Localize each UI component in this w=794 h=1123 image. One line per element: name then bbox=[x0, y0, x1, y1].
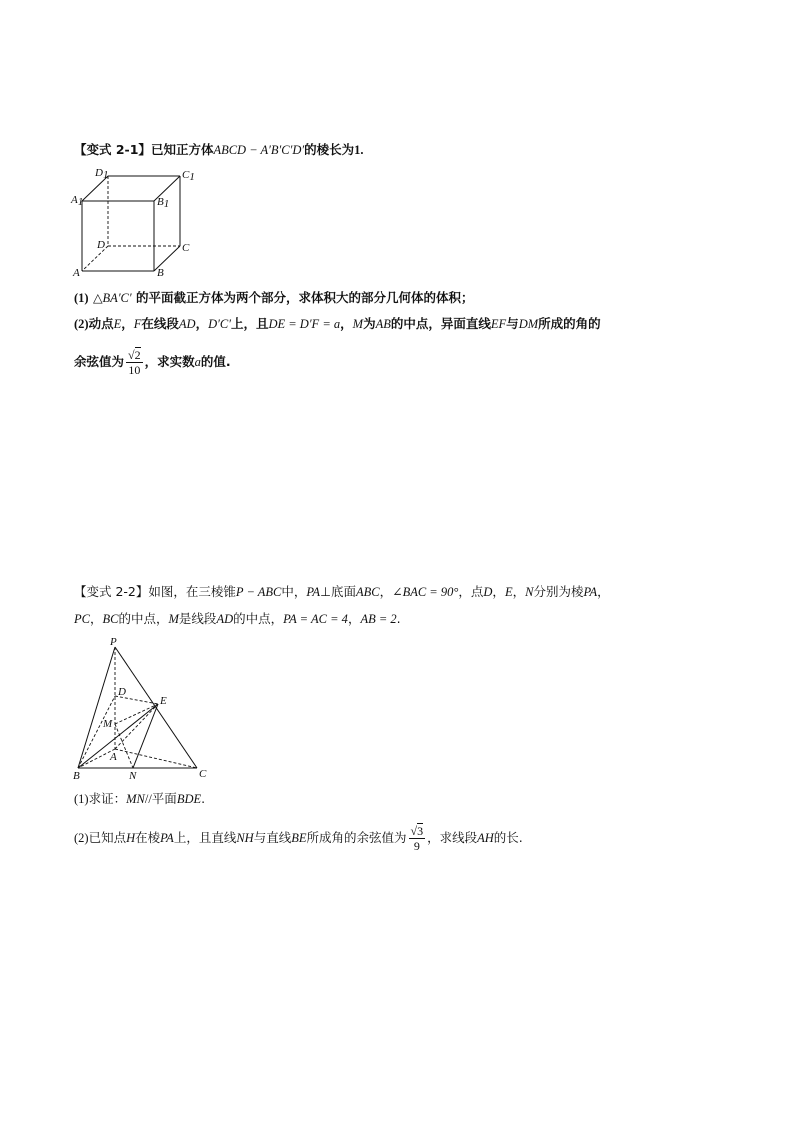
math-pa: PA bbox=[160, 831, 174, 845]
pyramid-label-c: C bbox=[199, 768, 207, 780]
ex2-q2-text-e: 所成角的余弦值为 bbox=[306, 830, 407, 845]
ex2-text-3: ⊥底面 bbox=[320, 584, 356, 599]
math-ab: AB bbox=[375, 317, 391, 331]
pyramid-label-e: E bbox=[160, 695, 167, 707]
comma: ， bbox=[89, 611, 103, 626]
hidden-ae bbox=[115, 704, 158, 749]
period: . bbox=[201, 791, 206, 806]
fraction-denominator: 10 bbox=[128, 363, 141, 377]
math-pa: PA bbox=[583, 585, 598, 599]
pyramid-label-b: B bbox=[73, 770, 80, 782]
comma: ， bbox=[121, 316, 134, 331]
ex2-line1 bbox=[74, 584, 610, 600]
ex2-text-8: 是线段 bbox=[178, 611, 217, 626]
math-equation: DE = D′F = a bbox=[268, 317, 341, 331]
ex2-q2-text-f: ，求线段 bbox=[427, 830, 478, 845]
pyramid-label-m: M bbox=[103, 718, 113, 730]
cube-label-d1: D1 bbox=[95, 167, 109, 181]
cube-label-a1: A1 bbox=[71, 194, 84, 208]
math-ah: AH bbox=[477, 831, 494, 845]
math-angle: ∠BAC = 90° bbox=[392, 585, 459, 599]
pyramid-label-p: P bbox=[110, 636, 117, 648]
math-n: N bbox=[525, 585, 534, 599]
ex2-q2-text-d: 与直线 bbox=[253, 830, 292, 845]
math-eq2: AB = 2 bbox=[360, 612, 397, 626]
ex1-title-line bbox=[74, 142, 364, 158]
cube-label-b1: B1 bbox=[157, 196, 170, 210]
fraction-numerator: 2 bbox=[134, 348, 141, 362]
cube-label-c: C bbox=[182, 242, 190, 254]
parallel-symbol: // bbox=[144, 792, 152, 806]
math-nh: NH bbox=[236, 831, 254, 845]
math-pc: PC bbox=[74, 612, 90, 626]
ex1-q2-text-a: 动点 bbox=[88, 316, 114, 331]
ex2-q2-text-b: 在棱 bbox=[135, 830, 161, 845]
ex1-q2-text-f: 与 bbox=[506, 316, 519, 331]
ex1-q1-line bbox=[74, 290, 474, 306]
ex1-q1-triangle: △BA′C′ bbox=[92, 291, 132, 305]
math-pa: PA bbox=[306, 585, 321, 599]
period: . bbox=[396, 611, 401, 626]
comma: ， bbox=[347, 611, 361, 626]
comma: ， bbox=[597, 584, 610, 599]
comma: ， bbox=[379, 584, 393, 599]
comma: ， bbox=[195, 316, 209, 331]
ex1-q2-text-c: 上，且 bbox=[230, 316, 269, 331]
pyramid-edge-pc bbox=[115, 647, 197, 768]
ex2-q2-text-a: 已知点 bbox=[88, 830, 127, 845]
cube-label-d: D bbox=[97, 239, 105, 251]
ex2-text-1: 如图，在三棱锥 bbox=[148, 584, 236, 599]
pyramid-label-d: D bbox=[118, 686, 126, 698]
math-m: M bbox=[352, 317, 364, 331]
math-h: H bbox=[126, 831, 136, 845]
comma: ， bbox=[340, 316, 353, 331]
ex1-q2-text-e: 的中点，异面直线 bbox=[390, 316, 491, 331]
ex2-text-6: 分别为棱 bbox=[533, 584, 584, 599]
math-ad: AD bbox=[178, 317, 196, 331]
ex2-q1-line bbox=[74, 791, 205, 807]
pyramid-label-a: A bbox=[110, 751, 117, 763]
math-dc1: D′C′ bbox=[208, 317, 231, 331]
ex2-text-5: ，点 bbox=[458, 584, 484, 599]
ex1-q2-number: (2) bbox=[74, 317, 89, 331]
pyramid-edge-pb bbox=[78, 647, 115, 768]
ex2-tag: 【变式 2-2】 bbox=[74, 584, 149, 599]
ex1-tag: 【变式 2-1】 bbox=[74, 142, 151, 157]
ex2-text-7: 的中点， bbox=[118, 611, 169, 626]
math-d: D bbox=[483, 585, 493, 599]
ex1-q1-number: (1) bbox=[74, 291, 89, 305]
ex1-q2-text-b: 在线段 bbox=[141, 316, 179, 331]
ex1-intro-a: 已知正方体 bbox=[150, 142, 214, 157]
ex1-q2-text-g: 所成的角的 bbox=[538, 316, 601, 331]
ex1-solid: ABCD − A′B′C′D′ bbox=[213, 143, 305, 157]
math-bc: BC bbox=[102, 612, 119, 626]
cube-label-b: B bbox=[157, 267, 164, 279]
math-e: E bbox=[504, 585, 513, 599]
math-m: M bbox=[168, 612, 179, 626]
comma: ， bbox=[512, 584, 526, 599]
cube-figure bbox=[68, 164, 198, 280]
math-eq1: PA = AC = 4 bbox=[283, 612, 348, 626]
math-dm: DM bbox=[518, 317, 539, 331]
math-f: F bbox=[133, 317, 142, 331]
pyramid-figure bbox=[70, 634, 220, 782]
fraction-root3-over-9: $\frac{√3}{9}$ bbox=[410, 824, 424, 853]
ex1-q2-text-h: 余弦值为 bbox=[74, 354, 125, 369]
cube-label-a: A bbox=[73, 267, 80, 279]
ex2-text-9: 的中点， bbox=[233, 611, 284, 626]
ex2-q1-number: (1) bbox=[74, 792, 89, 806]
ex1-q2-line2 bbox=[74, 347, 231, 377]
ex1-edge-length: 1. bbox=[354, 143, 364, 157]
fraction-numerator: 3 bbox=[417, 824, 424, 838]
cube-label-c1: C1 bbox=[182, 169, 195, 183]
ex1-q1-text: 的平面截正方体为两个部分，求体积大的部分几何体的体积； bbox=[136, 290, 474, 305]
math-a: a bbox=[194, 355, 201, 369]
math-ad: AD bbox=[216, 612, 234, 626]
ex2-q1-text-a: 求证： bbox=[88, 791, 127, 806]
ex1-intro-b: 的棱长为 bbox=[304, 142, 355, 157]
math-e: E bbox=[113, 317, 122, 331]
ex2-line2 bbox=[74, 611, 401, 627]
ex1-q2-text-d: 为 bbox=[363, 316, 376, 331]
math-ef: EF bbox=[490, 317, 507, 331]
math-bde: BDE bbox=[176, 792, 202, 806]
fraction-root2-over-10: $\frac{√2}{10}$ bbox=[128, 348, 141, 377]
ex2-q2-line bbox=[74, 822, 523, 854]
math-be: BE bbox=[291, 831, 307, 845]
math-pyramid: P − ABC bbox=[235, 585, 282, 599]
ex2-q2-number: (2) bbox=[74, 831, 89, 845]
pyramid-label-n: N bbox=[129, 770, 137, 782]
math-mn: MN bbox=[126, 792, 145, 806]
ex2-q2-text-c: 上，且直线 bbox=[173, 830, 237, 845]
ex2-q1-text-b: 平面 bbox=[151, 791, 177, 806]
ex2-text-2: 中， bbox=[281, 584, 307, 599]
ex1-q2-line bbox=[74, 316, 601, 332]
comma: ， bbox=[492, 584, 505, 599]
hidden-ac bbox=[115, 749, 197, 768]
ex2-q2-text-g: 的长. bbox=[493, 830, 523, 845]
fraction-denominator: 9 bbox=[413, 839, 420, 853]
ex1-q2-text-i: ，求实数 bbox=[144, 354, 195, 369]
ex1-q2-text-j: 的值. bbox=[200, 354, 231, 369]
math-abc: ABC bbox=[355, 585, 380, 599]
